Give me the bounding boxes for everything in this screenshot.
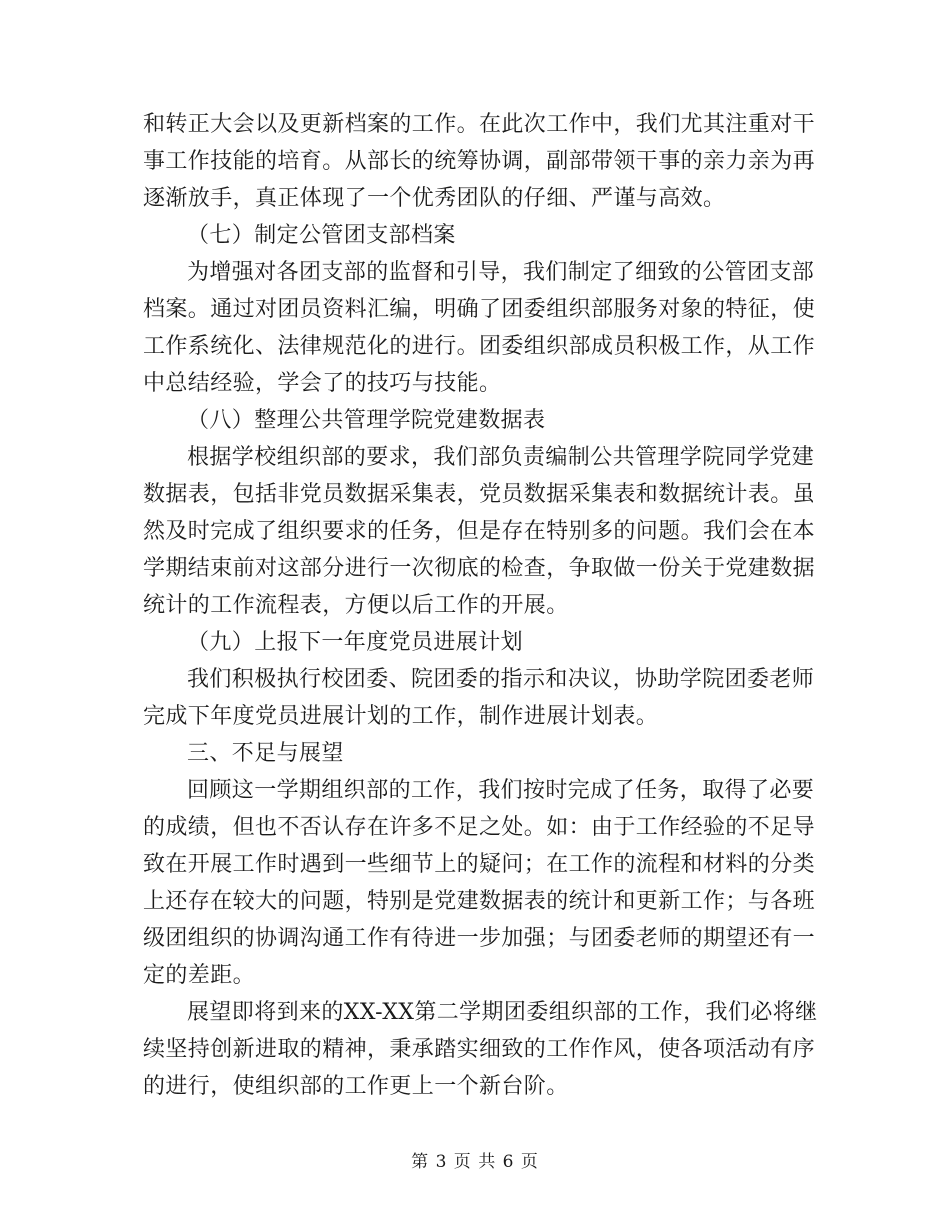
document-body [143,106,818,1105]
section-heading-3: 三、不足与展望 [187,741,344,766]
paragraph-line: 定的差距。 [143,963,256,988]
paragraph-line: 我们积极执行校团委、院团委的指示和决议，协助学院团委老师 [187,667,815,692]
paragraph-line: 上还存在较大的问题，特别是党建数据表的统计和更新工作；与各班 [143,889,816,914]
paragraph-line: 为增强对各团支部的监督和引导，我们制定了细致的公管团支部 [187,260,815,285]
paragraph-line: 中总结经验，学会了的技巧与技能。 [143,371,502,396]
paragraph-line: 工作系统化、法律规范化的进行。团委组织部成员积极工作，从工作 [143,334,816,359]
paragraph-line: 数据表，包括非党员数据采集表，党员数据采集表和数据统计表。虽 [143,482,816,507]
paragraph-line: 档案。通过对团员资料汇编，明确了团委组织部服务对象的特征，使 [143,297,816,322]
paragraph-line: 级团组织的协调沟通工作有待进一步加强；与团委老师的期望还有一 [143,926,816,951]
paragraph-line: 根据学校组织部的要求，我们部负责编制公共管理学院同学党建 [187,445,815,470]
paragraph-line: 完成下年度党员进展计划的工作，制作进展计划表。 [143,704,659,729]
paragraph-line: 事工作技能的培育。从部长的统筹协调，副部带领干事的亲力亲为再 [143,149,816,174]
paragraph-line: 然及时完成了组织要求的任务，但是存在特别多的问题。我们会在本 [143,519,816,544]
section-heading-9: （九）上报下一年度党员进展计划 [187,630,524,655]
paragraph-line: 的成绩，但也不否认存在许多不足之处。如：由于工作经验的不足导 [143,815,816,840]
paragraph-line: 回顾这一学期组织部的工作，我们按时完成了任务，取得了必要 [187,778,815,803]
paragraph-line: 统计的工作流程表，方便以后工作的开展。 [143,593,569,618]
paragraph-line: 的进行，使组织部的工作更上一个新台阶。 [143,1074,569,1099]
section-heading-8: （八）整理公共管理学院党建数据表 [187,408,546,433]
paragraph-line: 续坚持创新进取的精神，秉承踏实细致的工作作风，使各项活动有序 [143,1037,816,1062]
paragraph-line: 展望即将到来的XX-XX第二学期团委组织部的工作，我们必将继 [187,1000,818,1025]
paragraph-line: 逐渐放手，真正体现了一个优秀团队的仔细、严谨与高效。 [143,186,726,211]
page-number-footer: 第 3 页 共 6 页 [411,1152,539,1172]
paragraph-line: 和转正大会以及更新档案的工作。在此次工作中，我们尤其注重对干 [143,112,816,137]
paragraph-line: 致在开展工作时遇到一些细节上的疑问；在工作的流程和材料的分类 [143,852,816,877]
paragraph-line: 学期结束前对这部分进行一次彻底的检查，争取做一份关于党建数据 [143,556,816,581]
section-heading-7: （七）制定公管团支部档案 [187,223,456,248]
